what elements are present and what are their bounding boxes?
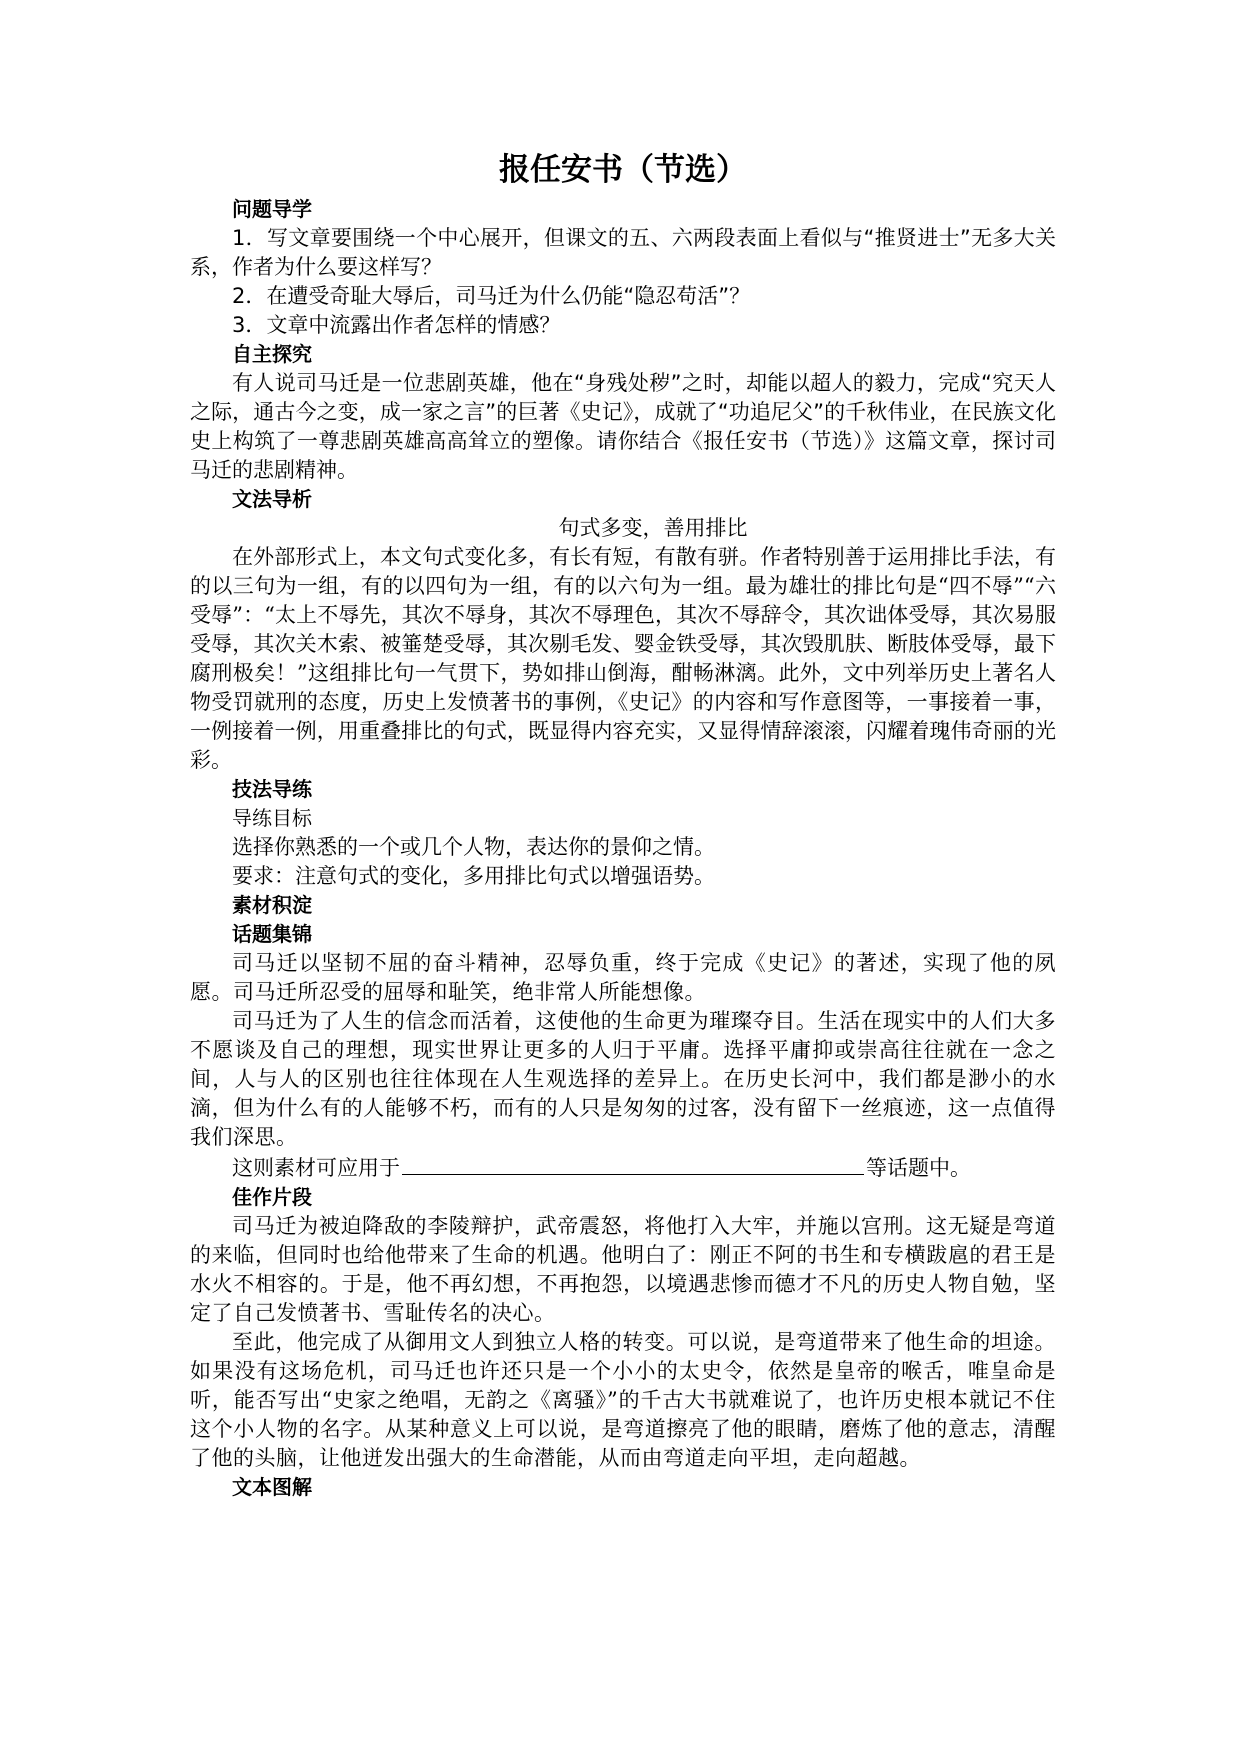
heading-wenfa-daoxi: 文法导析 — [232, 487, 312, 511]
heading-sucai-jidian: 素材积淀 — [232, 893, 312, 917]
material-paragraph-1: 司马迁以坚韧不屈的奋斗精神，忍辱负重，终于完成《史记》的著述，实现了他的夙愿。司马迁所忍受的屈辱和耻笑，绝非常人所能想像。 — [190, 951, 1056, 1004]
document-body — [190, 195, 1056, 1502]
apply-suffix: 等话题中。 — [866, 1156, 971, 1180]
material-apply-line — [190, 1152, 1056, 1183]
question-1: 1．写文章要围绕一个中心展开，但课文的五、六两段表面上看似与“推贤进士”无多大关系，作者为什么要这样写？ — [190, 226, 1056, 279]
material-paragraph-2: 司马迁为了人生的信念而活着，这使他的生命更为璀璨夺目。生活在现实中的人们大多不愿谈及自己的理想，现实世界让更多的人归于平庸。选择平庸抑或崇高往往就在一念之间，人与人的区别也往往体现在人生观选择的差异上。在历史长河中，我们都是渺小的水滴，但为什么有的人能够不朽，而有的人只是匆匆的过客，没有留下一丝痕迹，这一点值得我们深思。 — [190, 1009, 1056, 1149]
practice-line-1: 选择你熟悉的一个或几个人物，表达你的景仰之情。 — [232, 835, 715, 859]
grammar-subtitle: 句式多变，善用排比 — [558, 516, 748, 540]
heading-jifa-daolian: 技法导练 — [232, 777, 312, 801]
heading-wenti-daoxue: 问题导学 — [232, 197, 312, 221]
grammar-paragraph: 在外部形式上，本文句式变化多，有长有短，有散有骈。作者特别善于运用排比手法，有的以三句为一组，有的以四句为一组，有的以六句为一组。最为雄壮的排比句是“四不辱”“六受辱”：“太上不辱先，其次不辱身，其次不辱理色，其次不辱辞令，其次诎体受辱，其次易服受辱，其次关木索、被箠楚受辱，其次剔毛发、婴金铁受辱，其次毁肌肤、断肢体受辱，最下腐刑极矣！”这组排比句一气贯下，势如排山倒海，酣畅淋漓。此外，文中列举历史上著名人物受罚就刑的态度，历史上发愤著书的事例，《史记》的内容和写作意图等，一事接着一事，一例接着一例，用重叠排比的句式，既显得内容充实，又显得情辞滚滚，闪耀着瑰伟奇丽的光彩。 — [190, 545, 1056, 772]
page-title: 报任安书（节选） — [499, 152, 747, 188]
subheading-huati-jijin: 话题集锦 — [232, 922, 312, 946]
inquiry-paragraph: 有人说司马迁是一位悲剧英雄，他在“身残处秽”之时，却能以超人的毅力，完成“究天人之际，通古今之变，成一家之言”的巨著《史记》，成就了“功追尼父”的千秋伟业，在民族文化史上构筑了一尊悲剧英雄高高耸立的塑像。请你结合《报任安书（节选）》这篇文章，探讨司马迁的悲剧精神。 — [190, 371, 1056, 482]
heading-wenben-tujie: 文本图解 — [232, 1475, 312, 1499]
question-3: 3．文章中流露出作者怎样的情感？ — [232, 313, 561, 337]
subheading-daolian-mubiao: 导练目标 — [232, 806, 312, 830]
apply-prefix: 这则素材可应用于 — [232, 1156, 400, 1180]
practice-line-2: 要求：注意句式的变化，多用排比句式以增强语势。 — [232, 864, 715, 888]
question-2: 2．在遭受奇耻大辱后，司马迁为什么仍能“隐忍苟活”？ — [232, 284, 751, 308]
excerpt-paragraph-2: 至此，他完成了从御用文人到独立人格的转变。可以说，是弯道带来了他生命的坦途。如果没有这场危机，司马迁也许还只是一个小小的太史令，依然是皇帝的喉舌，唯皇命是听，能否写出“史家之绝唱，无韵之《离骚》”的千古大书就难说了，也许历史根本就记不住这个小人物的名字。从某种意义上可以说，是弯道擦亮了他的眼睛，磨炼了他的意志，清醒了他的头脑，让他迸发出强大的生命潜能，从而由弯道走向平坦，走向超越。 — [190, 1330, 1056, 1470]
fill-in-blank[interactable] — [402, 1152, 864, 1175]
heading-zizhu-tanjiu: 自主探究 — [232, 342, 312, 366]
excerpt-paragraph-1: 司马迁为被迫降敌的李陵辩护，武帝震怒，将他打入大牢，并施以宫刑。这无疑是弯道的来临，但同时也给他带来了生命的机遇。他明白了：刚正不阿的书生和专横跋扈的君王是水火不相容的。于是，他不再幻想，不再抱怨，以境遇悲惨而德才不凡的历史人物自勉，坚定了自己发愤著书、雪耻传名的决心。 — [190, 1214, 1056, 1325]
heading-jiazuo-pianduan: 佳作片段 — [232, 1185, 312, 1209]
